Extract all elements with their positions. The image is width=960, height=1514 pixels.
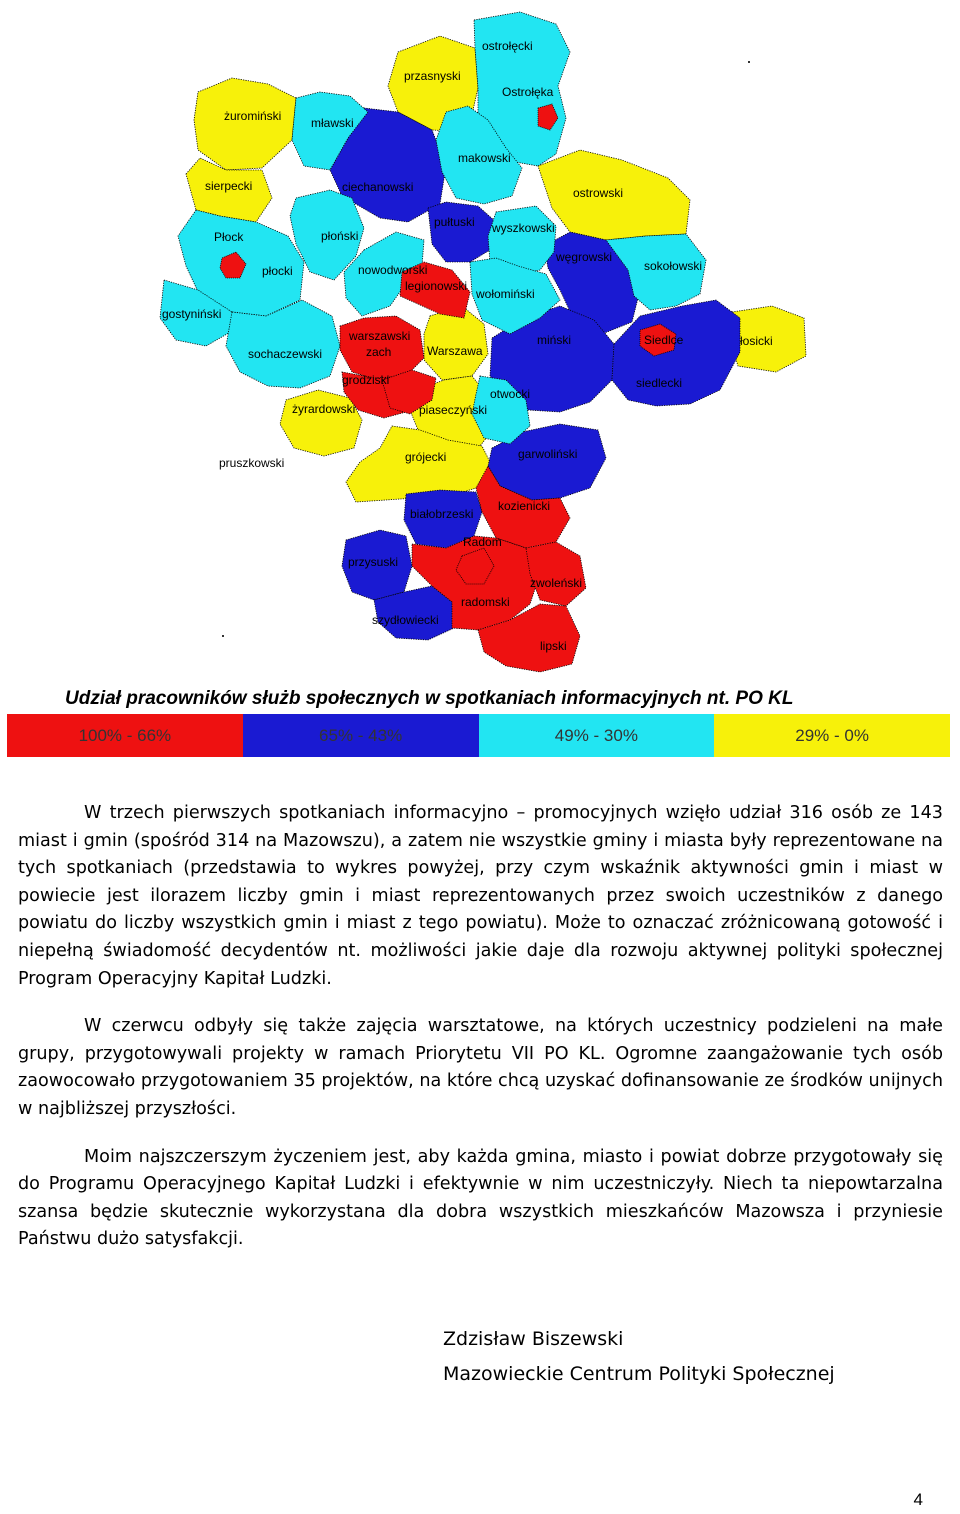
label-warszawa: Warszawa bbox=[427, 344, 483, 358]
label-plocki: płocki bbox=[262, 264, 293, 278]
label-kozienicki: kozienicki bbox=[498, 499, 551, 513]
label-radomski: radomski bbox=[461, 595, 510, 609]
label-makowski: makowski bbox=[458, 151, 511, 165]
label-losicki: łosicki bbox=[740, 334, 773, 348]
label-ostroleka: Ostrołęka bbox=[502, 85, 554, 99]
label-radom: Radom bbox=[463, 535, 502, 549]
label-ostrolecki: ostrołęcki bbox=[482, 39, 533, 53]
label-wolominski: wołomiński bbox=[476, 287, 535, 301]
label-grojecki: grójecki bbox=[405, 450, 447, 464]
map-legend bbox=[7, 714, 950, 757]
body-text bbox=[18, 800, 943, 1274]
page-number: 4 bbox=[913, 1490, 923, 1509]
label-zurominski: żuromiński bbox=[224, 109, 282, 123]
label-przysuski: przysuski bbox=[348, 555, 399, 569]
label-grodziski: grodziski bbox=[342, 373, 390, 387]
label-ciechanowski: ciechanowski bbox=[342, 180, 414, 194]
label-legionowski: legionowski bbox=[405, 279, 468, 293]
legend-item-yellow: 29% - 0% bbox=[714, 714, 950, 757]
label-sierpecki: sierpecki bbox=[205, 179, 253, 193]
label-bialobrzeski: białobrzeski bbox=[410, 507, 474, 521]
paragraph: W trzech pierwszych spotkaniach informacyjno – promocyjnych wzięło udział 316 osób ze 143 miast i gmin (spośród 314 na Mazowszu), a zatem nie wszystkie gminy i miasta były reprezentowane na tych spotkaniach (przedstawia to wykres powyżej, przy czym wskaźnik aktywności gmin i miast w powiecie jest ilorazem liczby gmin i miast reprezentowanych przez swoich uczestników z danego powiatu do liczby wszystkich gmin i miast z tego powiatu). Może to oznaczać zróżnicowaną gotowość i niepełną świadomość decydentów nt. możliwości jakie daje dla rozwoju aktywnej polityki społecznej Program Operacyjny Kapitał Ludzki. bbox=[18, 803, 943, 989]
signature-organization: Mazowieckie Centrum Polityki Społecznej bbox=[443, 1363, 835, 1385]
label-ostrowski: ostrowski bbox=[573, 186, 624, 200]
label-pruszkowski: pruszkowski bbox=[219, 456, 285, 470]
label-sokolowski: sokołowski bbox=[644, 259, 703, 273]
label-siedlecki: siedlecki bbox=[636, 376, 683, 390]
label-piaseczynski: piaseczyński bbox=[419, 403, 488, 417]
label-zach: zach bbox=[366, 345, 392, 359]
legend-item-blue: 65% - 43% bbox=[243, 714, 479, 757]
signature bbox=[443, 1322, 835, 1392]
stray-dot bbox=[748, 61, 750, 63]
label-warszawski: warszawski bbox=[349, 329, 411, 343]
label-przasnyski: przasnyski bbox=[404, 69, 461, 83]
label-zyrardowski: żyrardowski bbox=[292, 402, 356, 416]
label-nowodworski: nowodworski bbox=[358, 263, 428, 277]
map-caption: Udział pracowników służb społecznych w spotkaniach informacyjnych nt. PO KL bbox=[65, 688, 794, 709]
label-wyszkowski: wyszkowski bbox=[492, 221, 555, 235]
region-zurominski bbox=[194, 78, 296, 170]
label-gostyninski: gostyniński bbox=[162, 307, 222, 321]
region-zwolenski bbox=[526, 542, 586, 606]
label-sochaczewski: sochaczewski bbox=[248, 347, 323, 361]
label-mlawski: mławski bbox=[311, 116, 354, 130]
paragraph: W czerwcu odbyły się także zajęcia warsztatowe, na których uczestnicy podzieleni na małe grupy, przygotowywali projekty w ramach Priorytetu VII PO KL. Ogromne zaangażowanie tych osób zaowocowało przygotowaniem 35 projektów, na które chcą uzyskać dofinansowanie ze środków unijnych w najbliższej przyszłości. bbox=[18, 1016, 943, 1119]
region-pultuski bbox=[428, 202, 496, 262]
label-minski: miński bbox=[537, 333, 572, 347]
label-garwolinski: garwoliński bbox=[518, 447, 578, 461]
label-plonski: płoński bbox=[321, 229, 359, 243]
region-warszawa bbox=[424, 306, 488, 380]
legend-item-cyan: 49% - 30% bbox=[479, 714, 715, 757]
mazowsze-map bbox=[150, 0, 810, 680]
label-otwocki: otwocki bbox=[490, 387, 531, 401]
label-pultuski: pułtuski bbox=[434, 215, 475, 229]
label-lipski: lipski bbox=[540, 639, 567, 653]
label-zwolenski: zwoleński bbox=[530, 576, 583, 590]
label-szydlowiecki: szydłowiecki bbox=[372, 613, 439, 627]
signature-name: Zdzisław Biszewski bbox=[443, 1328, 624, 1350]
label-siedlce: Siedlce bbox=[644, 333, 684, 347]
legend-item-red: 100% - 66% bbox=[7, 714, 243, 757]
paragraph: Moim najszczerszym życzeniem jest, aby każda gmina, miasto i powiat dobrze przygotowały się do Programu Operacyjnego Kapitał Ludzki i efektywnie w nim uczestniczyły. Niech ta niepowtarzalna szansa będzie skutecznie wykorzystana dla dobra wszystkich mieszkańców Mazowsza i przyniesie Państwu dużo satysfakcji. bbox=[18, 1146, 943, 1250]
stray-dot bbox=[222, 635, 224, 637]
label-plock: Płock bbox=[214, 230, 244, 244]
map-svg bbox=[150, 0, 810, 680]
label-wegrowski: węgrowski bbox=[556, 250, 613, 264]
